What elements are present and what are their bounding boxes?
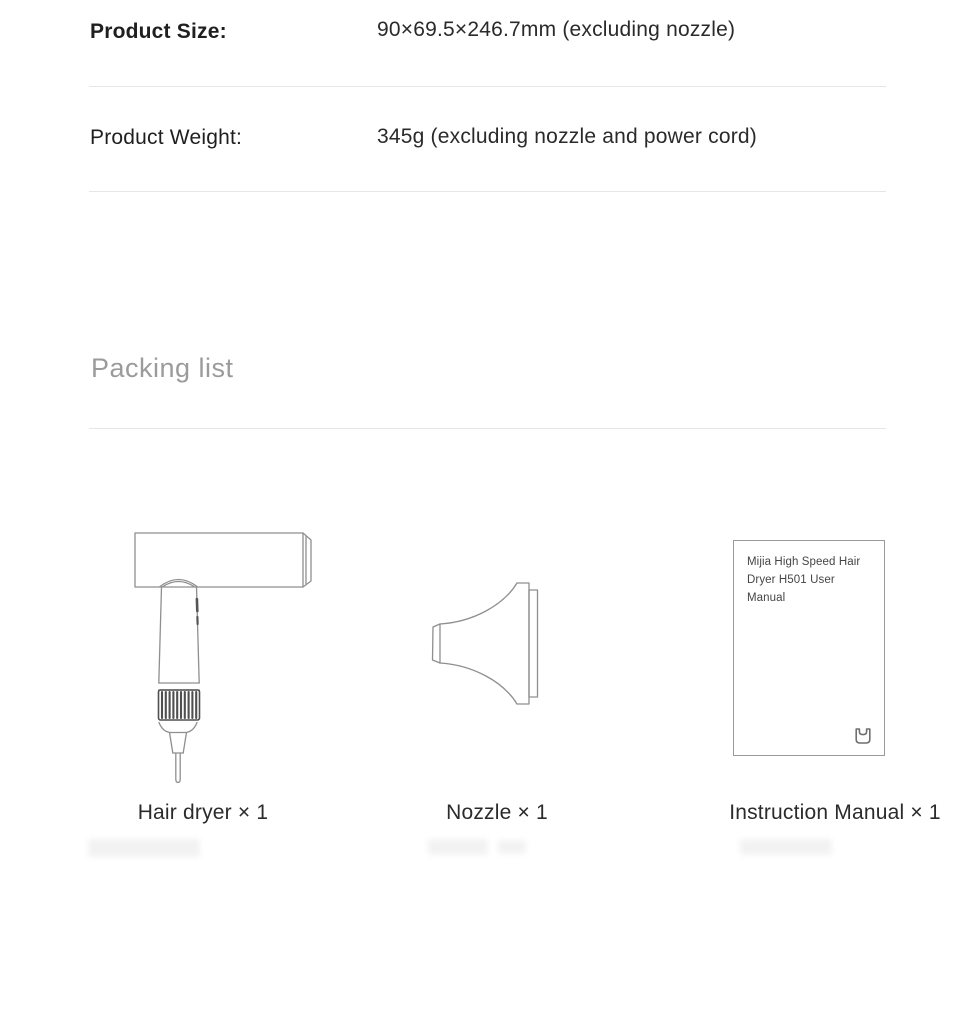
instruction-manual-drawing <box>733 540 885 756</box>
instruction-manual-caption: Instruction Manual × 1 <box>729 801 941 824</box>
mijia-logo-icon <box>853 726 873 746</box>
divider <box>89 428 886 429</box>
product-size-label: Product Size: <box>90 20 227 43</box>
product-weight-value: 345g (excluding nozzle and power cord) <box>377 125 757 148</box>
product-weight-label: Product Weight: <box>90 126 243 149</box>
manual-title-text: Mijia High Speed Hair Dryer H501 User Manual <box>747 556 861 604</box>
divider <box>89 191 886 192</box>
nozzle-drawing <box>410 560 580 730</box>
ghost-artifact <box>88 839 200 857</box>
ghost-artifact <box>428 839 488 855</box>
hair-dryer-drawing <box>100 510 320 800</box>
product-size-value: 90×69.5×246.7mm (excluding nozzle) <box>377 18 736 41</box>
ghost-artifact <box>740 839 832 855</box>
ghost-artifact <box>498 840 526 854</box>
nozzle-caption: Nozzle × 1 <box>446 801 548 824</box>
packing-list-title: Packing list <box>91 353 234 383</box>
divider <box>89 86 886 87</box>
hair-dryer-caption: Hair dryer × 1 <box>137 801 269 824</box>
